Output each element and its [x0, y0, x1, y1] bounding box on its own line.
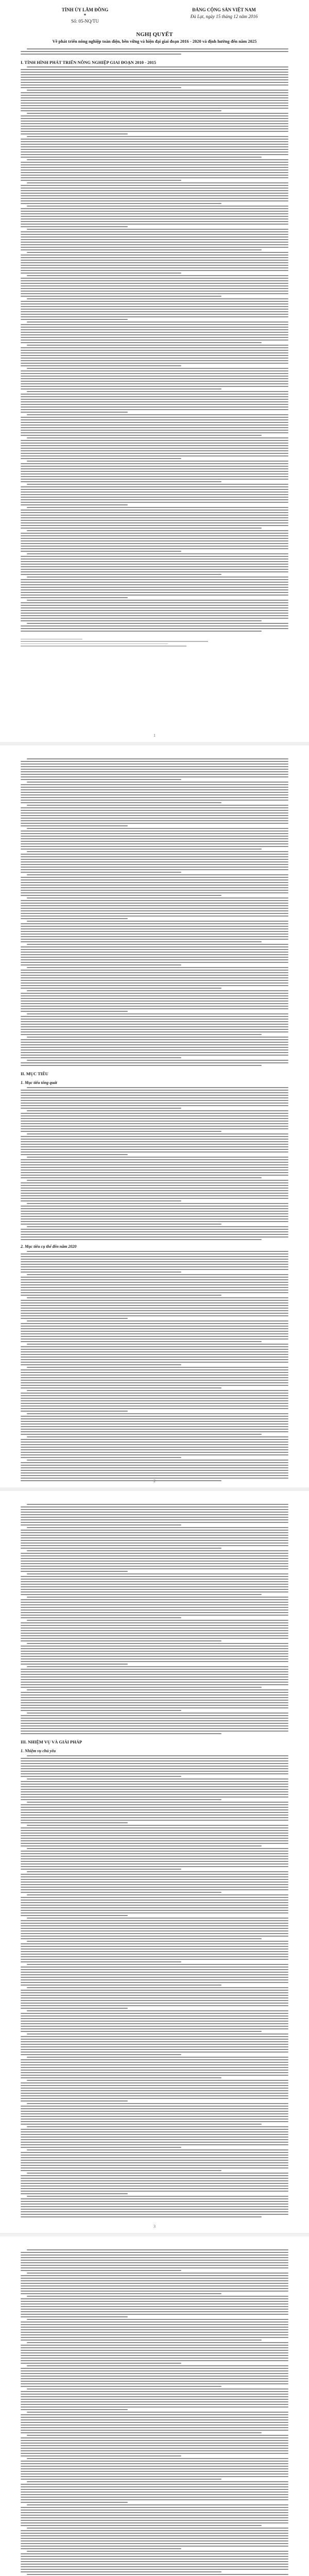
paragraph	[21, 758, 288, 1066]
document-page-4	[0, 2236, 309, 2576]
section-heading: III. NHIỆM VỤ VÀ GIẢI PHÁP	[21, 1739, 82, 1744]
paragraph	[21, 1504, 288, 1734]
section-heading: II. MỤC TIÊU	[21, 1071, 48, 1076]
paragraph	[21, 2249, 288, 2576]
paragraph	[21, 1755, 288, 2217]
section-heading: I. TÌNH HÌNH PHÁT TRIỂN NÔNG NGHIỆP GIAI ĐOẠN 2010 - 2015	[21, 60, 157, 65]
document-page-3	[0, 1491, 309, 2233]
subsection-heading: 2. Mục tiêu cụ thể đến năm 2020	[21, 1244, 77, 1249]
page-number: 1	[153, 733, 156, 738]
page-number: 2	[153, 1479, 156, 1483]
issuer-name: TỈNH ỦY LÂM ĐỒNG	[61, 7, 109, 12]
document-page-2	[0, 745, 309, 1487]
document-number: Số: 05-NQ/TU	[71, 19, 99, 24]
document-header	[21, 0, 288, 24]
document-subtitle: Về phát triển nông nghiệp toàn diện, bền vững và hiện đại giai đoạn 2016 - 2020 và định hướng đến năm 2025	[52, 39, 257, 44]
paragraph	[21, 1251, 288, 1481]
subsection-heading: 1. Mục tiêu tổng quát	[21, 1080, 57, 1085]
paragraph	[21, 1087, 288, 1240]
paragraph	[21, 48, 288, 55]
paragraph	[21, 66, 288, 632]
subsection-heading: 1. Nhiệm vụ chủ yếu	[21, 1749, 56, 1753]
document-title: NGHỊ QUYẾT	[136, 31, 173, 38]
party-name: ĐẢNG CỘNG SẢN VIỆT NAM	[192, 7, 256, 12]
document-date: Đà Lạt, ngày 15 tháng 12 năm 2016	[190, 14, 258, 19]
footnotes	[21, 641, 288, 647]
issuer-star: *	[83, 13, 87, 18]
page-number: 3	[153, 2224, 156, 2229]
document-page-1	[0, 0, 309, 742]
